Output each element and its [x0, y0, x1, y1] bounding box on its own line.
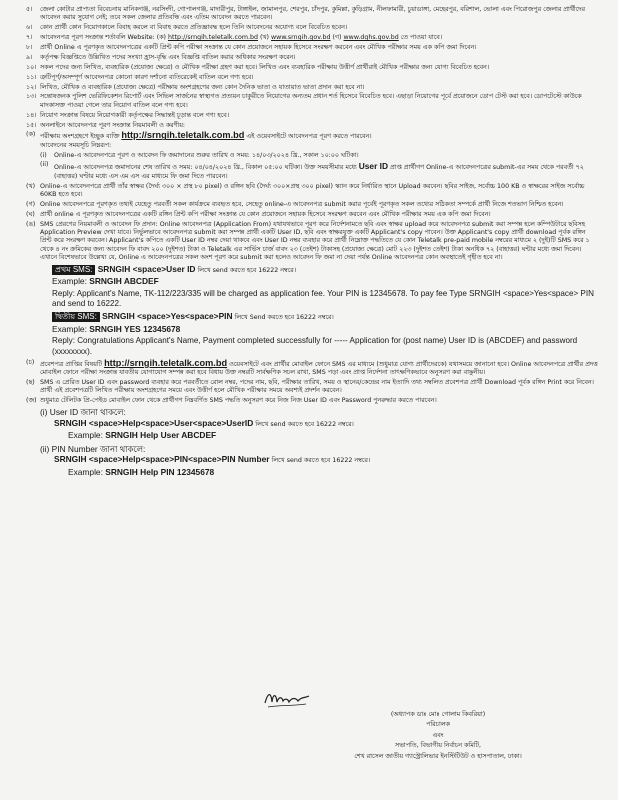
clause-ka	[26, 131, 598, 150]
item-number: ৯।	[26, 53, 33, 61]
item-number: ৭।	[26, 34, 33, 42]
item-number: ১৪।	[26, 111, 37, 119]
clause-label: (ঘ)	[26, 210, 35, 218]
admit-intro: প্রবেশপত্র প্রাপ্তির বিষয়টি	[40, 360, 105, 368]
signature-block	[258, 688, 618, 762]
recover-user-id-command-line	[40, 418, 598, 431]
website-intro: আবেদনপত্র পূরণ সংক্রান্ত শর্তাবলি Website: (ক)	[40, 34, 169, 42]
example-label: Example:	[52, 323, 87, 334]
sms-first-reply: Reply: Applicant's Name, TK-112/223/335 will be charged as application fee. Your PIN is 12345678. To pay fee Type SRNGIH <space>Yes<space> PIN and send to 16222.	[52, 288, 594, 308]
item-14	[26, 112, 598, 120]
item-text: সন্তোষজনক পুলিশ ভেরিফিকেশন রিপোর্ট এবং সিভিল সার্জনের স্বাস্থ্যগত প্রত্যয়ন চাকুরীতে নিয়োগের অন্যতম প্রধান শর্ত হিসেবে বিবেচিত হবে। এছাড়া নিয়োগের পূর্বে প্রয়োজনে ডোপ টেস্ট করা হবে। ডোপটেস্টে কাউকে মাদকাসক্ত পাওয়া গেলে তার নিয়োগ বাতিল বলে গণ্য হবে।	[40, 93, 582, 109]
example-value: SRNGIH Help PIN 12345678	[105, 466, 215, 477]
schedule-end-c: প্রাপ্ত প্রার্থীগণ Online-এ আবেদনপত্রের submit-এর সময় থেকে পরবর্তী ৭২ (বাহাত্তর) ঘণ্টার মধ্যে এস এম এস এর মাধ্যমে ফি জমা দিতে পারবেন।	[54, 164, 584, 180]
recover-pin-example	[40, 467, 598, 478]
signatory-committee: সভাপতি, বিভাগীয় নির্বাচন কমিটি,	[395, 742, 481, 750]
srngih-gov-link[interactable]: www.srngih.gov.bd	[271, 34, 331, 42]
example-value: SRNGIH ABCDEF	[89, 276, 159, 287]
sms-first-command-line	[52, 264, 598, 277]
sms-first-send: লিখে send করতে হবে 16222 নম্বরে।	[195, 266, 297, 274]
sms-second-badge: দ্বিতীয় SMS:	[52, 312, 100, 322]
clause-gha	[26, 211, 598, 219]
recover-user-id-block	[26, 407, 598, 441]
item-text: নিয়োগ সংক্রান্ত বিষয়ে নিয়োগকারী কর্তৃপক্ষের সিদ্ধান্তই চূড়ান্ত বলে গণ্য হবে।	[40, 111, 229, 119]
sub-label: (ii)	[40, 161, 49, 169]
example-label: Example:	[68, 430, 103, 441]
clause-uma	[26, 221, 598, 262]
recover-send: লিখে send করতে হবে 16222 নম্বরে।	[253, 420, 354, 428]
apply-link[interactable]: http://srngih.teletalk.com.bd	[121, 130, 245, 141]
clause-text: শুধুমাত্র টেলিটক প্রি-পেইড মোবাইল ফোন থেকে প্রার্থীগণ নিম্নবর্ণিত SMS পদ্ধতি অনুসরণ করে নিজ নিজ User ID এবং Password পুনরুদ্ধার করতে পারবেন।	[40, 397, 437, 405]
sep: (খ)	[257, 34, 272, 42]
sms-second-command: SRNGIH <space>Yes<space>PIN	[102, 311, 233, 322]
clause-label: (ক)	[26, 131, 36, 139]
item-number: ১১।	[26, 73, 37, 81]
schedule-end-a: Online-এ আবেদনপত্র জমাদানের শেষ তারিখ ও সময়: ০৪/০৪/২০২৪ খ্রি., বিকাল ০৫:০০ ঘটিকা। উক্ত সময়সীমার মধ্যে	[54, 164, 359, 172]
item-7	[26, 34, 598, 42]
clause-label: (চ)	[26, 358, 35, 366]
example-value: SRNGIH Help User ABCDEF	[105, 430, 217, 441]
item-15	[26, 122, 598, 130]
website-outro: তে পাওয়া যাবে।	[398, 34, 443, 42]
sub-label: (i)	[40, 151, 47, 159]
item-number: ৮।	[26, 43, 33, 51]
example-value: SRNGIH YES 12345678	[89, 323, 181, 334]
signatory-and: এবং	[432, 731, 444, 739]
sub-label: (ii)	[40, 443, 50, 454]
recover-pin-intro	[40, 444, 598, 455]
clause-text: প্রার্থী online এ পূরণকৃত আবেদনপত্রের একটি রঙ্গিন প্রিন্ট কপি পরীক্ষা সংক্রান্ত যে কোন প্রয়োজনে সহায়ক হিসেবে সংরক্ষণ করবেন এবং মৌখিক পরীক্ষার সময় এক কপি জমা দিবেন।	[40, 210, 491, 218]
sep: (গ)	[330, 34, 344, 42]
sms-second-command-line	[52, 311, 598, 324]
sms-second-reply: Reply: Congratulations Applicant's Name, Payment completed successfully for ----- Application for (post name) User ID is (ABCDEF) and password (xxxxxxxx).	[52, 336, 578, 356]
sms-first-badge: প্রথম SMS:	[52, 265, 95, 275]
item-number: ১২।	[26, 83, 37, 91]
apply-intro: পরীক্ষায় অংশগ্রহণে ইচ্ছুক ব্যক্তি	[40, 133, 122, 141]
schedule-end	[26, 161, 598, 181]
clause-label: (জ)	[26, 397, 37, 405]
clause-ja	[26, 397, 598, 405]
signatory-institute: শেখ রাসেল জাতীয় গ্যাস্ট্রোলিভার ইনস্টিটিউট ও হাসপাতাল, ঢাকা।	[354, 752, 522, 760]
item-text: অনলাইনে আবেদনপত্র পূরণ সংক্রান্ত নিয়মাবলী ও করণীয়:	[40, 121, 186, 129]
schedule-heading: আবেদনের সময়সূচি নিম্নরূপ:	[40, 141, 112, 149]
sms-second-send: লিখে Send করতে হবে 16222 নম্বরে।	[232, 314, 334, 322]
item-text: কর্তৃপক্ষ বিজ্ঞপ্তিতে উল্লিখিত পদের সংখ্যা হ্রাস-বৃদ্ধি এবং বিজ্ঞপ্তি বাতিল করার অধিকার সংরক্ষণ করেন।	[40, 53, 296, 61]
sms-first-block	[26, 264, 598, 310]
admit-link[interactable]: http://srngih.teletalk.com.bd	[104, 357, 228, 368]
item-text: কোন প্রার্থী কোন নিয়োগকালে বিবাহ করলে বা বিবাহ করতে প্রতিজ্ঞাবদ্ধ হলে তিনি আবেদনের অযোগ্য বলে বিবেচিত হবেন।	[40, 24, 348, 32]
clause-text	[40, 131, 598, 150]
item-text: প্রার্থী Online এ পূরণকৃত আবেদনপত্রের একটি প্রিন্ট কপি পরীক্ষা সংক্রান্ত যে কোন প্রয়োজনে সহায়ক হিসেবে সংরক্ষণ করবেন এবং মৌখিক পরীক্ষার সময় এক কপি জমা দিবেন।	[40, 43, 477, 51]
recover-user-id-example	[40, 430, 598, 441]
example-label: Example:	[52, 276, 87, 287]
schedule-start-text: Online-এ আবেদনপত্রে পূরণ ও আবেদন ফি জমাদানের শুরুর তারিখ ও সময়: ১৪/০৩/২০২৪ খ্রি., সকাল ১০:০০ ঘটিকা।	[54, 151, 359, 159]
schedule-start	[26, 152, 598, 160]
recover-pin-command-line	[40, 454, 598, 467]
recover-send: লিখে send করতে হবে 16222 নম্বরে।	[269, 457, 371, 465]
clause-text: SMS এ প্রেরিত User ID এবং password ব্যবহার করে পরবর্তীতে রোল নম্বর, পদের নাম, ছবি, পরীক্ষার তারিখ, সময় ও স্থানের/কেন্দ্রের নাম ইত্যাদি তথ্য সম্বলিত প্রবেশপত্র প্রার্থী Download পূর্বক রঙ্গিন Print করে নিবেন। প্রার্থী এই প্রবেশপত্রটি লিখিত পরীক্ষায় অংশগ্রহণের সময়ে এবং উত্তীর্ণ হলে মৌখিক পরীক্ষার সময়ে অবশ্যই প্রদর্শন করবেন।	[40, 379, 594, 395]
apply-outro: এই ওয়েবসাইটে আবেদনপত্র পূরণ করতে পারবেন।	[244, 133, 372, 141]
item-number: ১০।	[26, 63, 37, 71]
handwritten-signature	[262, 688, 312, 710]
clause-label: (গ)	[26, 200, 36, 208]
item-number: ১৫।	[26, 121, 37, 129]
recover-intro-text: User ID জানা থাকলে:	[49, 407, 126, 418]
clause-text: SMS প্রেরণের নিয়মাবলী ও আবেদন ফি প্রদান: Online আবেদনপত্র (Application From) যথাযথভাবে পূরণ করে নির্দেশনামতে ছবি এবং স্বাক্ষর upload করে আবেদনপত্র submit করা সম্পন্ন হলে কম্পিউটারে ছবিসহ Application Preview দেখা যাবে। নির্ভুলভাবে আবেদনপত্র submit করা সম্পন্ন প্রার্থী একটি User ID, ছবি এবং স্বাক্ষরযুক্ত একটি Applicant's copy পাবেন। উক্ত Applicant's copy প্রার্থী download পূর্বক রঙ্গিন প্রিন্ট করে সংরক্ষণ করবেন। Applicant's কপিতে একটি User ID নম্বর দেয়া থাকবে এবং User ID নম্বর ব্যবহার করে প্রার্থী নিম্নোক্ত পদ্ধতিতে যে কোন Teletalk pre-paid mobile নম্বরের মাধ্যমে ২ (দুই)টি SMS করে ১ থেকে ৪ নং ক্রমিকের জন্য আবেদন ফি বাবদ ২০০ (দুইশত) টাকা ও Teletalk এর সার্ভিস চার্জ বাবদ ২৩ (তেইশ) টাকাসহ (প্রযোজ্য ক্ষেত্রে) মোট ২২৩ (দুইশত তেইশ) টাকা অনধিক ৭২ (বাহাত্তর) ঘন্টার মধ্যে জমা দিবেন। এখানে বিশেষভাবে উল্লেখ্য যে, Online এ আবেদনপত্রের সকল অংশ পূরণ করে submit করা হলেও আবেদন ফি জমা না দেয়া পর্যন্ত Online আবেদনপত্র কোন অবস্থাতেই গৃহীত হবে না।	[40, 220, 590, 261]
admit-outro: ওয়েবসাইটে এবং প্রার্থীর মোবাইল ফোনে SMS এর মাধ্যমে (শুধুমাত্র যোগ্য প্রার্থীদেরকে) যথাসময়ে জানানো হবে। Online আবেদনপত্রে প্রার্থীর প্রদত্ত মোবাইল ফোনে পরীক্ষা সংক্রান্ত যাবতীয় যোগাযোগ সম্পন্ন করা হবে বিধায় উক্ত নম্বরটি সার্বক্ষণিক সচল রাখা, SMS পড়া এবং প্রাপ্ত নির্দেশনা তাৎক্ষণিকভাবে অনুসরণ করা বাঞ্ছনীয়।	[40, 360, 598, 377]
item-8	[26, 44, 598, 52]
item-9	[26, 54, 598, 62]
schedule-end-text	[54, 161, 598, 181]
example-label: Example:	[68, 466, 103, 477]
sms-second-block	[26, 311, 598, 357]
teletalk-link[interactable]: http://srngih.teletalk.com.bd	[168, 34, 258, 42]
item-text	[40, 34, 598, 42]
item-6	[26, 24, 598, 32]
item-text: সকল পদের জন্য লিখিত, ব্যবহারিক (প্রযোজ্য ক্ষেত্রে) ও মৌখিক পরীক্ষা গ্রহণ করা হবে। লিখিত এবং ব্যবহারিক পরীক্ষায় উত্তীর্ণ প্রার্থীরাই মৌখিক পরীক্ষার জন্য যোগ্য বিবেচিত হবেন।	[40, 63, 490, 71]
clause-label: (ঙ)	[26, 220, 36, 228]
clause-ga	[26, 201, 598, 209]
item-number: ১৩।	[26, 93, 37, 101]
recover-user-id-intro	[40, 407, 598, 418]
recover-intro-text: PIN Number জানা থাকলে:	[51, 443, 146, 454]
item-number: ৫।	[26, 6, 33, 13]
clause-text	[40, 359, 598, 378]
sms-second-example	[52, 324, 598, 335]
item-10	[26, 64, 598, 72]
item-13	[26, 93, 598, 110]
sms-first-command: SRNGIH <space>User ID	[97, 263, 196, 274]
clause-text: Online আবেদনপত্রে পূরণকৃত তথ্যই যেহেতু পরবর্তী সকল কার্যক্রমে ব্যবহৃত হবে, সেহেতু online-এ আবেদনপত্র submit করার পূর্বেই পূরণকৃত সকল তথ্যের সঠিকতা সম্পর্কে প্রার্থী নিজে শতভাগ নিশ্চিত হবেন।	[40, 200, 564, 208]
item-5	[26, 6, 598, 23]
item-text: ত্রুটিপূর্ণ/অসম্পূর্ণ আবেদনপত্র কোনো কারণ দর্শানো ব্যতিরেকেই বাতিল বলে গণ্য হবে।	[40, 73, 254, 81]
clause-label: (খ)	[26, 182, 36, 190]
clause-label: (ছ)	[26, 379, 35, 387]
recover-pin-command: SRNGIH <space>Help<space>PIN<space>PIN Number	[54, 454, 270, 465]
clause-cha	[26, 359, 598, 378]
clause-text: Online-এ আবেদনপত্রে প্রার্থী তাঁর স্বাক্ষর (দৈর্ঘ্য ৩০০ × প্রস্থ ৮০ pixel) ও রঙ্গিন ছবি (দৈর্ঘ্য ৩০০×প্রস্থ ৩০০ pixel) স্ক্যান করে নির্ধারিত স্থানে Upload করবেন। ছবির সাইজ, সর্বোচ্চ 100 KB ও স্বাক্ষরের সাইজ সর্বোচ্চ 60KB হতে হবে।	[40, 182, 585, 198]
item-text: জেলা কোটার প্রাপ্যতা বিবেচনায় মানিকগঞ্জ, নরসিংদী, গোপালগঞ্জ, মাদারীপুর, টাঙ্গাইল, জামালপুর, শেরপুর, চাঁদপুর, কুমিল্লা, কুড়িগ্রাম, নীলফামারী, চুয়াডাঙ্গা, মেহেরপুর, বরিশাল, ভোলা এবং পিরোজপুর জেলার প্রার্থীদের আবেদন করার সুযোগ নেই; তবে সকল জেলার প্রতিবন্ধি এবং এতিম আবেদন করতে পারবেন।	[40, 6, 586, 22]
sms-first-example	[52, 276, 598, 287]
item-number: ৬।	[26, 24, 33, 32]
clause-kha	[26, 183, 598, 200]
signatory-name: (অধ্যাপক ডাঃ মোঃ গোলাম কিবরিয়া)	[390, 711, 486, 718]
signatory-title: পরিচালক	[426, 721, 450, 729]
user-id-term: User ID	[358, 161, 389, 172]
item-12	[26, 84, 598, 92]
item-text: লিখিত, মৌখিক ও ব্যবহারিক (প্রযোজ্য ক্ষেত্রে) পরীক্ষায় অংশগ্রহণের জন্য কোন দৈনিক ভাতা ও যাতায়াত ভাতা প্রদান করা হবে না।	[40, 83, 365, 91]
recover-user-id-command: SRNGIH <space>Help<space>User<space>UserID	[54, 417, 254, 428]
dghs-link[interactable]: www.dghs.gov.bd	[343, 34, 399, 42]
clause-chha	[26, 379, 598, 396]
sub-label: (i)	[40, 407, 48, 418]
item-11	[26, 74, 598, 82]
recover-pin-block	[26, 444, 598, 478]
